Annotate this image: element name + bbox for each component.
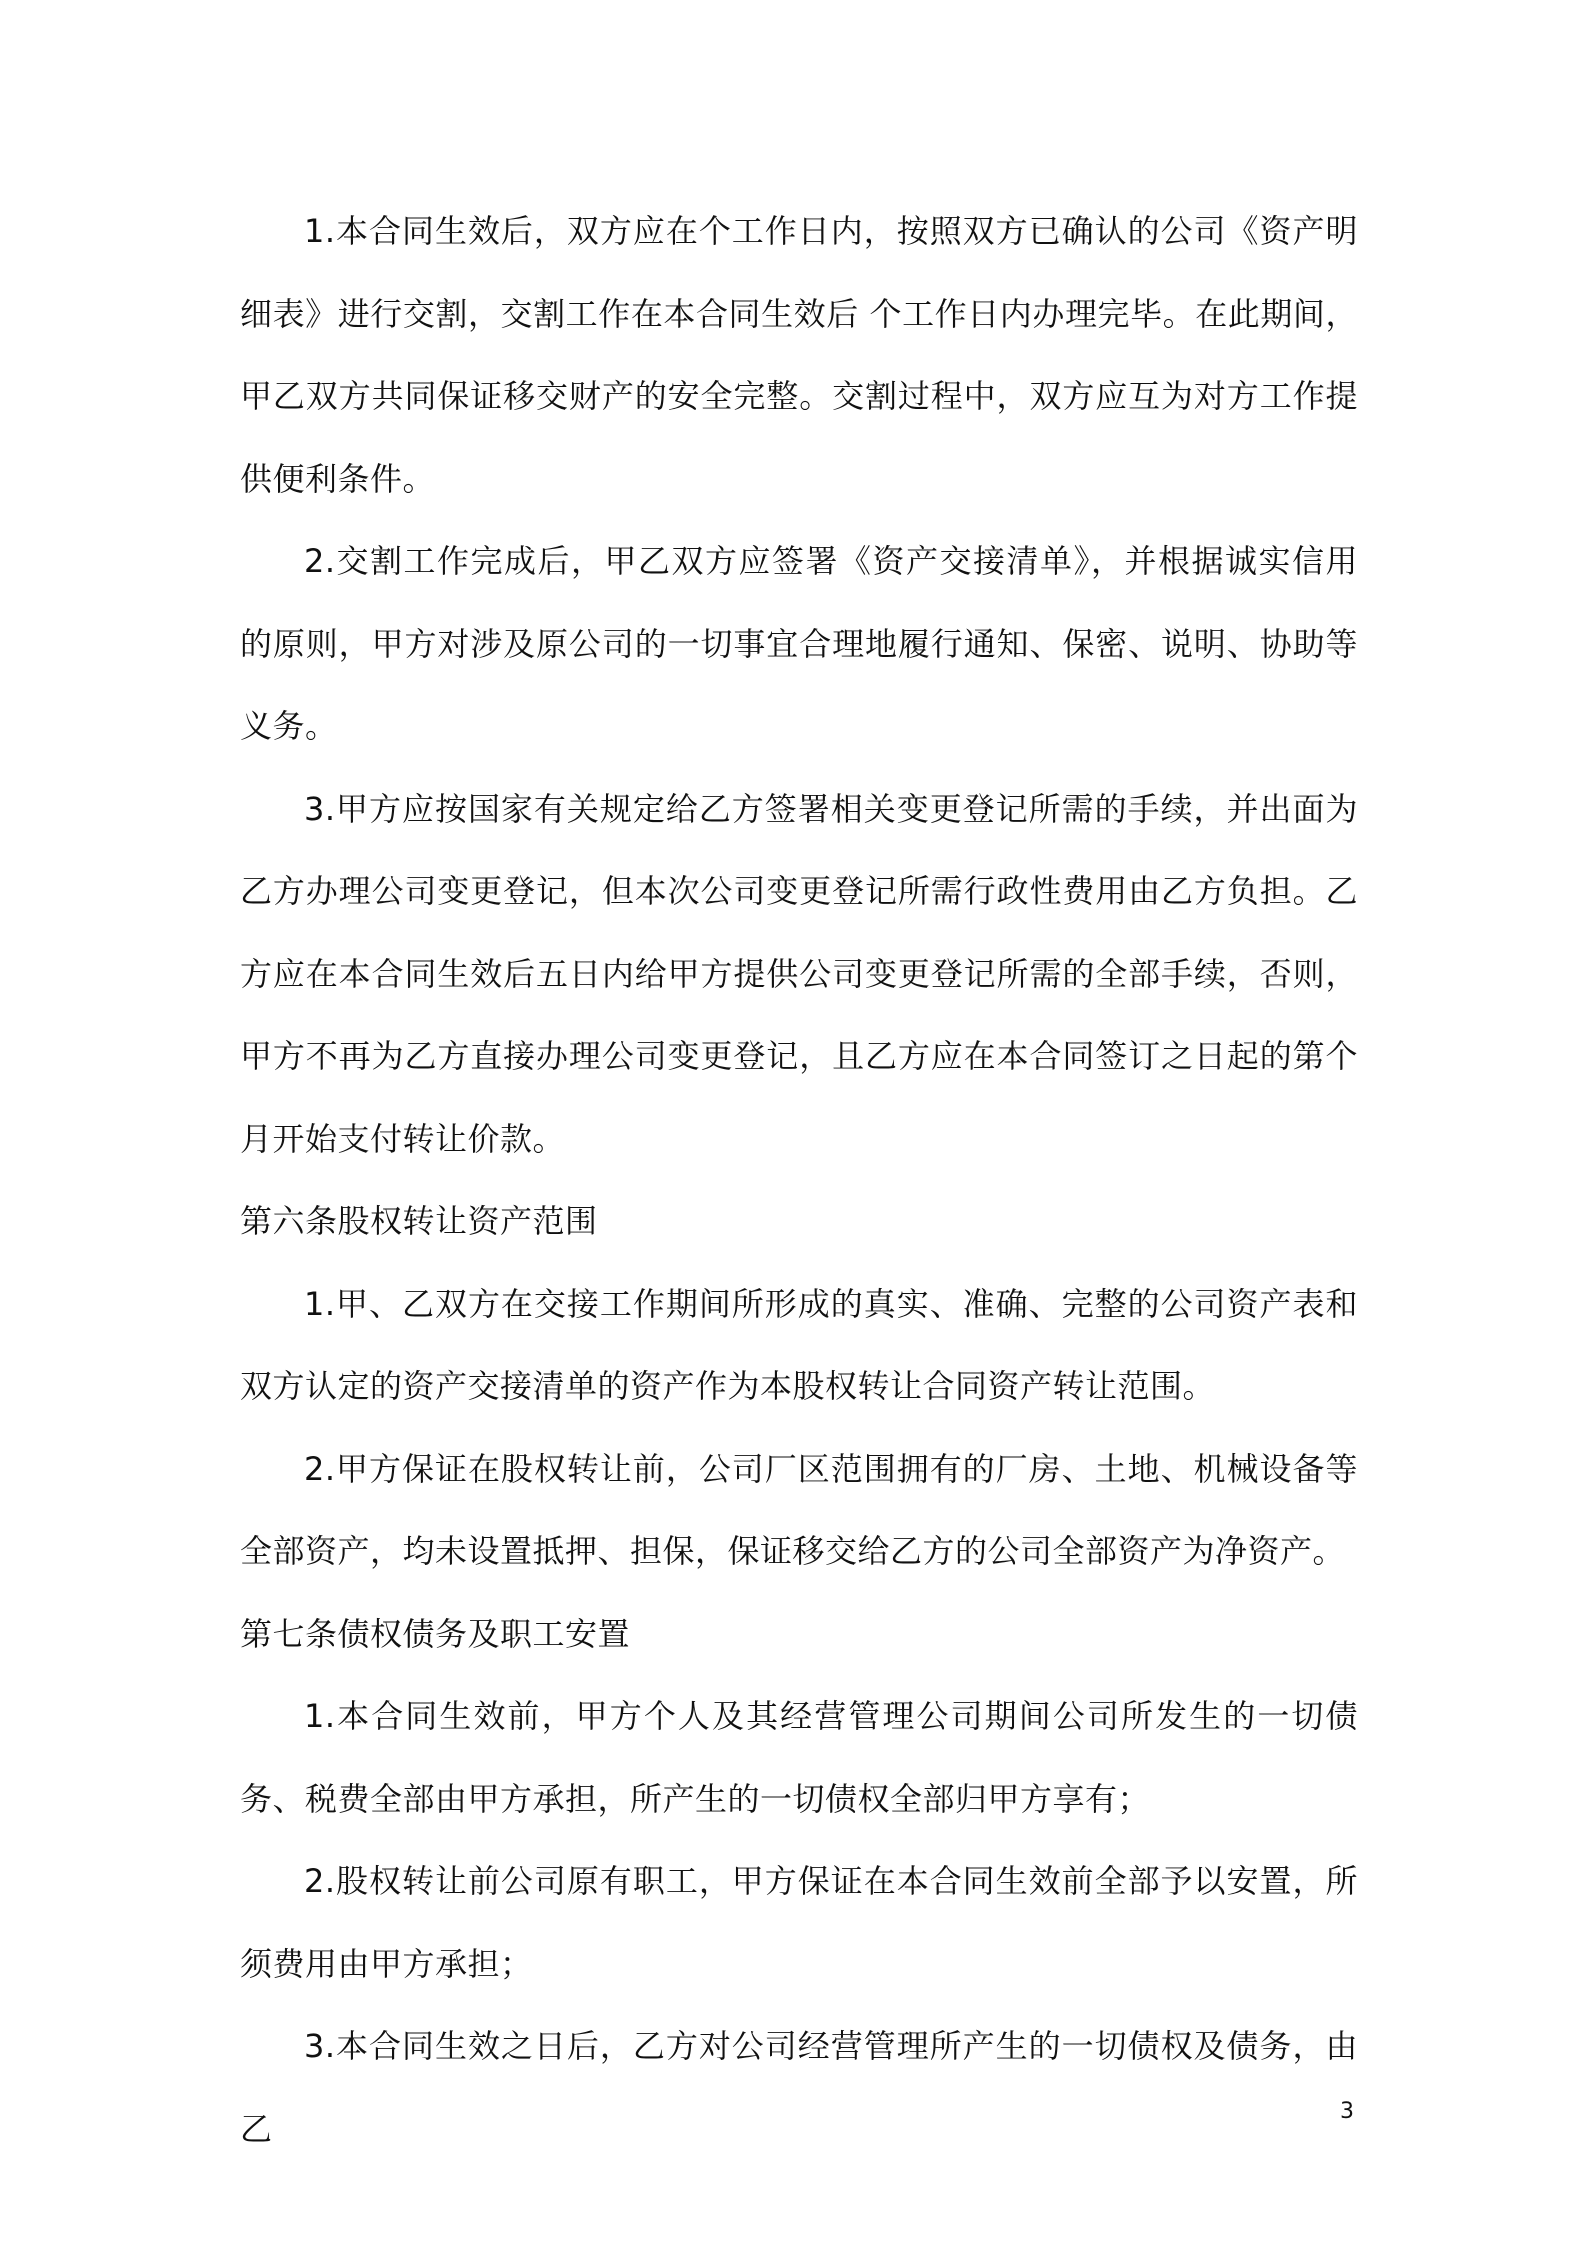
document-body [240, 190, 1358, 2170]
section-heading-article-7: 第七条债权债务及职工安置 [240, 1614, 631, 1653]
paragraph-asset-scope-1: 1.甲、乙双方在交接工作期间所形成的真实、准确、完整的公司资产表和双方认定的资产交接清单的资产作为本股权转让合同资产转让范围。 [240, 1284, 1358, 1405]
page-number: 3 [1340, 2099, 1354, 2124]
paragraph-delivery-3: 3.甲方应按国家有关规定给乙方签署相关变更登记所需的手续，并出面为乙方办理公司变更登记，但本次公司变更登记所需行政性费用由乙方负担。乙方应在本合同生效后五日内给甲方提供公司变更登记所需的全部手续，否则，甲方不再为乙方直接办理公司变更登记，且乙方应在本合同签订之日起的第个月开始支付转让价款。 [240, 789, 1358, 1158]
paragraph-debts-3: 3.本合同生效之日后，乙方对公司经营管理所产生的一切债权及债务，由乙 [240, 2027, 1358, 2148]
paragraph-asset-scope-2: 2.甲方保证在股权转让前，公司厂区范围拥有的厂房、土地、机械设备等全部资产，均未设置抵押、担保，保证移交给乙方的公司全部资产为净资产。 [240, 1449, 1358, 1570]
paragraph-debts-1: 1.本合同生效前，甲方个人及其经营管理公司期间公司所发生的一切债务、税费全部由甲方承担，所产生的一切债权全部归甲方享有； [240, 1697, 1358, 1818]
section-heading-article-6: 第六条股权转让资产范围 [240, 1202, 598, 1240]
paragraph-delivery-1: 1.本合同生效后，双方应在个工作日内，按照双方已确认的公司《资产明细表》进行交割，交割工作在本合同生效后 个工作日内办理完毕。在此期间，甲乙双方共同保证移交财产的安全完整。交割过程中，双方应互为对方工作提供便利条件。 [240, 212, 1358, 498]
paragraph-delivery-2: 2.交割工作完成后，甲乙双方应签署《资产交接清单》，并根据诚实信用的原则，甲方对涉及原公司的一切事宜合理地履行通知、保密、说明、协助等义务。 [240, 542, 1358, 745]
paragraph-debts-2: 2.股权转让前公司原有职工，甲方保证在本合同生效前全部予以安置，所须费用由甲方承担； [240, 1862, 1358, 1983]
